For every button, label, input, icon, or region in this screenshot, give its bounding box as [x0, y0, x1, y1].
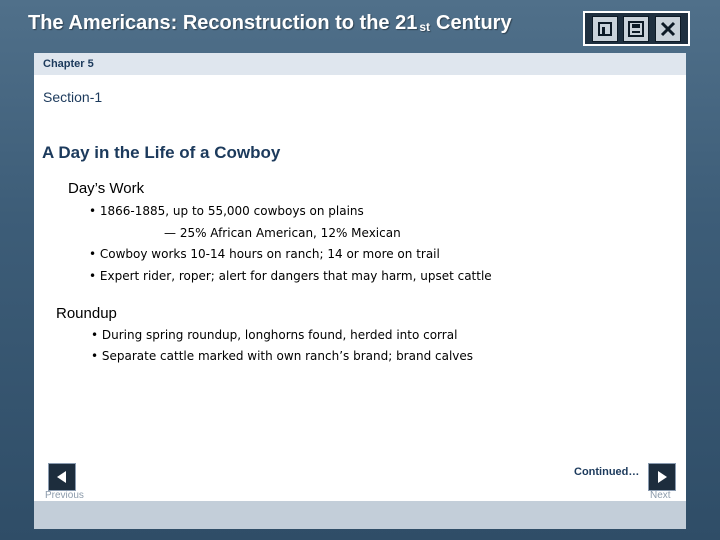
- close-icon[interactable]: [655, 16, 681, 42]
- home-icon[interactable]: [592, 16, 618, 42]
- slide-panel: [34, 53, 686, 529]
- title-main: The Americans: Reconstruction to the 21: [28, 12, 418, 34]
- next-button[interactable]: [648, 463, 676, 491]
- presentation-title: [28, 12, 512, 35]
- next-label[interactable]: Next: [650, 490, 671, 501]
- bullet-item: • Expert rider, roper; alert for dangers that may harm, upset cattle: [89, 269, 492, 283]
- arrow-right-icon: [654, 469, 670, 485]
- section-label: Section-1: [43, 89, 103, 105]
- continued-label: Continued…: [574, 466, 640, 478]
- save-icon[interactable]: [623, 16, 649, 42]
- topic-title: Roundup: [56, 305, 117, 322]
- chapter-bar: [34, 53, 686, 75]
- bullet-item: • Cowboy works 10-14 hours on ranch; 14 or more on trail: [89, 247, 440, 261]
- chapter-label: Chapter 5: [43, 58, 94, 70]
- topic-title: Day’s Work: [68, 180, 145, 197]
- bullet-item: • Separate cattle marked with own ranch’s brand; brand calves: [91, 349, 474, 363]
- bullet-item: • During spring roundup, longhorns found, herded into corral: [91, 328, 458, 342]
- toolbar: [583, 11, 690, 46]
- arrow-left-icon: [54, 469, 70, 485]
- sub-bullet-item: — 25% African American, 12% Mexican: [164, 226, 401, 240]
- slide-heading: A Day in the Life of a Cowboy: [42, 143, 281, 162]
- footer-bar: [34, 501, 686, 529]
- previous-button[interactable]: [48, 463, 76, 491]
- title-superscript: st: [419, 20, 431, 34]
- title-end: Century: [436, 12, 512, 34]
- bullet-item: • 1866-1885, up to 55,000 cowboys on plains: [89, 204, 364, 218]
- previous-label[interactable]: Previous: [45, 490, 84, 501]
